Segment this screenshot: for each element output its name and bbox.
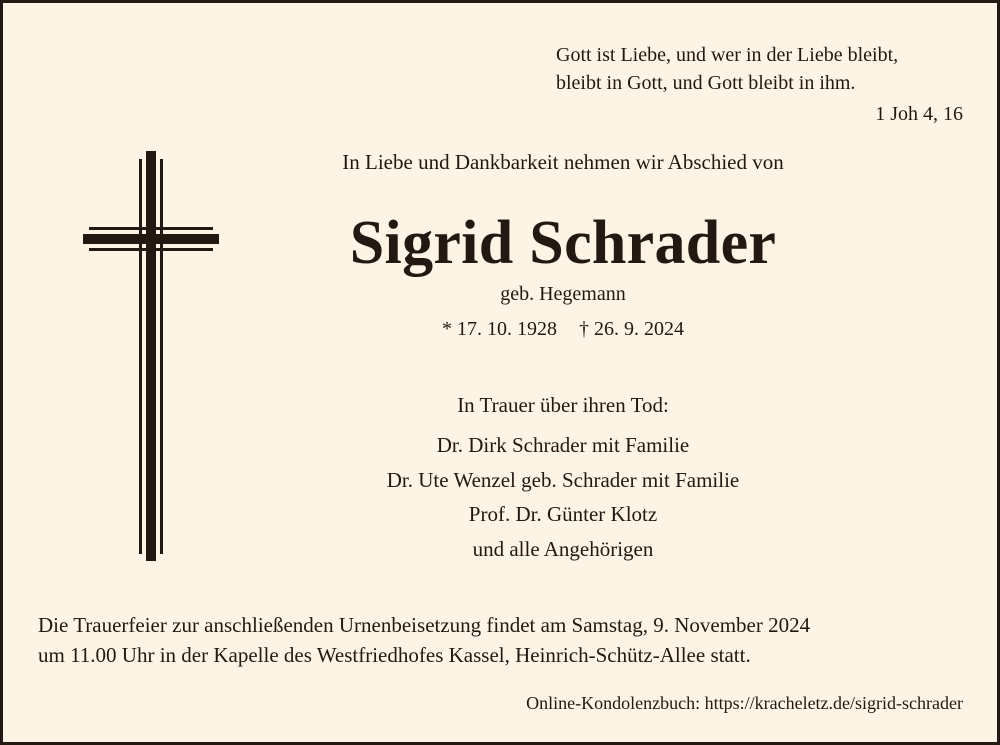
mourner-item: Prof. Dr. Günter Klotz — [468, 502, 658, 526]
latin-cross-icon — [83, 151, 219, 561]
mourner-item: Dr. Ute Wenzel geb. Schrader mit Familie — [386, 467, 740, 492]
mourners-list — [253, 428, 873, 566]
birth-date: * 17. 10. 1928 — [442, 318, 557, 340]
mourner-item: und alle Angehörigen — [472, 536, 654, 561]
death-date: † 26. 9. 2024 — [579, 318, 684, 340]
life-dates — [253, 315, 873, 343]
maiden-name: geb. Hegemann — [500, 283, 626, 305]
intro-text: In Liebe und Dankbarkeit nehmen wir Abschied von — [342, 150, 784, 174]
verse-line-1: Gott ist Liebe, und wer in der Liebe bleibt, — [556, 44, 899, 66]
bible-verse — [556, 41, 898, 97]
verse-line-2: bleibt in Gott, und Gott bleibt in ihm. — [556, 72, 856, 94]
online-condolence-link[interactable]: Online-Kondolenzbuch: https://kracheletz.de/sigrid-schrader — [526, 693, 963, 713]
mourners-heading: In Trauer über ihren Tod: — [457, 393, 669, 417]
verse-reference: 1 Joh 4, 16 — [875, 103, 963, 125]
deceased-name: Sigrid Schrader — [349, 209, 777, 277]
funeral-notice — [38, 610, 810, 670]
funeral-line-2: um 11.00 Uhr in der Kapelle des Westfriedhofes Kassel, Heinrich-Schütz-Allee statt. — [38, 643, 751, 667]
mourner-item: Dr. Dirk Schrader mit Familie — [436, 433, 690, 457]
funeral-line-1: Die Trauerfeier zur anschließenden Urnenbeisetzung findet am Samstag, 9. November 2024 — [38, 613, 811, 637]
